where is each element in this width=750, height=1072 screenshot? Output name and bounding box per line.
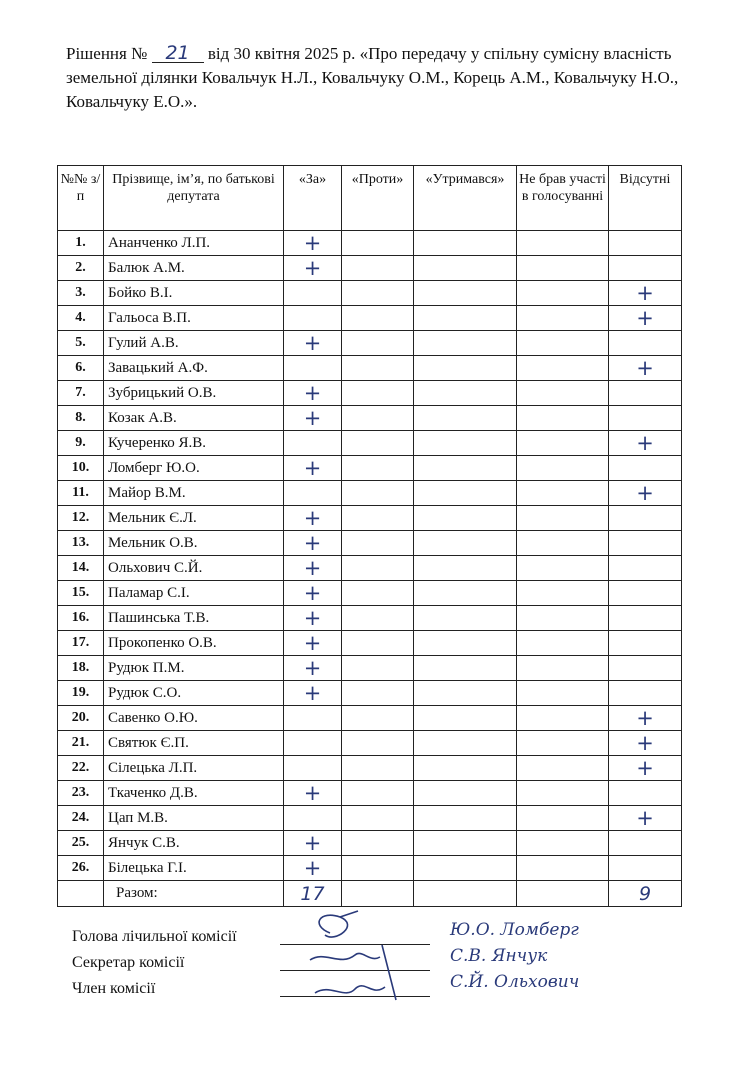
vote-absent <box>609 631 682 656</box>
table-row <box>58 556 682 581</box>
deputy-name: Майор В.М. <box>104 481 284 506</box>
vote-against <box>342 656 414 681</box>
deputy-name: Ольхович С.Й. <box>104 556 284 581</box>
vote-absent <box>609 681 682 706</box>
deputy-name: Савенко О.Ю. <box>104 706 284 731</box>
vote-abstained <box>414 506 517 531</box>
total-label: Разом: <box>104 881 284 907</box>
row-number: 19. <box>58 681 104 706</box>
decision-prefix: Рішення № <box>66 44 148 63</box>
vote-against <box>342 406 414 431</box>
table-row <box>58 656 682 681</box>
vote-against <box>342 856 414 881</box>
vote-for: + <box>284 406 342 431</box>
vote-for: + <box>284 231 342 256</box>
row-number: 2. <box>58 256 104 281</box>
total-absent: 9 <box>609 881 682 907</box>
row-number: 5. <box>58 331 104 356</box>
vote-abstained <box>414 856 517 881</box>
vote-not-voted <box>517 656 609 681</box>
vote-against <box>342 606 414 631</box>
vote-abstained <box>414 556 517 581</box>
vote-against <box>342 256 414 281</box>
vote-not-voted <box>517 331 609 356</box>
table-header-row <box>58 166 682 231</box>
table-row <box>58 806 682 831</box>
table-row <box>58 331 682 356</box>
vote-not-voted <box>517 581 609 606</box>
vote-not-voted <box>517 831 609 856</box>
vote-against <box>342 431 414 456</box>
deputy-name: Гулий А.В. <box>104 331 284 356</box>
vote-not-voted <box>517 406 609 431</box>
header-not-voted: Не брав участі в голосуванні <box>517 166 609 231</box>
total-not-voted <box>517 881 609 907</box>
deputy-name: Рудюк П.М. <box>104 656 284 681</box>
decision-number: 21 <box>152 44 204 63</box>
vote-against <box>342 456 414 481</box>
vote-abstained <box>414 256 517 281</box>
deputy-name: Цап М.В. <box>104 806 284 831</box>
vote-for <box>284 306 342 331</box>
table-row <box>58 856 682 881</box>
vote-abstained <box>414 706 517 731</box>
table-row <box>58 356 682 381</box>
vote-for <box>284 356 342 381</box>
deputy-name: Святюк Є.П. <box>104 731 284 756</box>
commission-role-secretary: Секретар комісії <box>72 954 185 971</box>
vote-not-voted <box>517 381 609 406</box>
vote-for <box>284 481 342 506</box>
vote-against <box>342 231 414 256</box>
vote-for <box>284 806 342 831</box>
deputy-name: Ананченко Л.П. <box>104 231 284 256</box>
vote-for: + <box>284 581 342 606</box>
header-number: №№ з/п <box>58 166 104 231</box>
vote-absent: + <box>609 356 682 381</box>
vote-abstained <box>414 756 517 781</box>
vote-abstained <box>414 231 517 256</box>
vote-absent <box>609 831 682 856</box>
table-row <box>58 306 682 331</box>
vote-absent: + <box>609 431 682 456</box>
vote-abstained <box>414 531 517 556</box>
table-row <box>58 756 682 781</box>
header-for: «За» <box>284 166 342 231</box>
table-row <box>58 481 682 506</box>
vote-absent: + <box>609 306 682 331</box>
header-name: Прізвище, ім’я, по батькові депутата <box>104 166 284 231</box>
table-row <box>58 706 682 731</box>
total-empty-cell <box>58 881 104 907</box>
deputy-name: Гальоса В.П. <box>104 306 284 331</box>
vote-not-voted <box>517 481 609 506</box>
row-number: 18. <box>58 656 104 681</box>
row-number: 10. <box>58 456 104 481</box>
vote-absent <box>609 581 682 606</box>
vote-not-voted <box>517 356 609 381</box>
table-row <box>58 456 682 481</box>
vote-not-voted <box>517 856 609 881</box>
row-number: 15. <box>58 581 104 606</box>
vote-for <box>284 731 342 756</box>
handwritten-signatures <box>300 905 420 1015</box>
vote-not-voted <box>517 606 609 631</box>
vote-absent: + <box>609 756 682 781</box>
row-number: 20. <box>58 706 104 731</box>
voting-table <box>57 165 682 907</box>
vote-against <box>342 756 414 781</box>
vote-abstained <box>414 406 517 431</box>
vote-absent <box>609 231 682 256</box>
vote-against <box>342 531 414 556</box>
vote-for: + <box>284 656 342 681</box>
vote-against <box>342 481 414 506</box>
vote-not-voted <box>517 531 609 556</box>
table-row <box>58 231 682 256</box>
row-number: 17. <box>58 631 104 656</box>
deputy-name: Зубрицький О.В. <box>104 381 284 406</box>
vote-for: + <box>284 631 342 656</box>
vote-for <box>284 706 342 731</box>
row-number: 25. <box>58 831 104 856</box>
table-row <box>58 431 682 456</box>
vote-for: + <box>284 831 342 856</box>
vote-for: + <box>284 381 342 406</box>
row-number: 22. <box>58 756 104 781</box>
vote-not-voted <box>517 781 609 806</box>
vote-not-voted <box>517 681 609 706</box>
decision-heading <box>66 42 716 114</box>
row-number: 24. <box>58 806 104 831</box>
row-number: 4. <box>58 306 104 331</box>
vote-not-voted <box>517 506 609 531</box>
deputy-name: Пашинська Т.В. <box>104 606 284 631</box>
vote-absent <box>609 506 682 531</box>
vote-abstained <box>414 456 517 481</box>
table-row <box>58 381 682 406</box>
vote-abstained <box>414 281 517 306</box>
vote-for <box>284 431 342 456</box>
vote-against <box>342 681 414 706</box>
vote-absent: + <box>609 481 682 506</box>
commission-role-member: Член комісії <box>72 980 156 997</box>
deputy-name: Мельник Є.Л. <box>104 506 284 531</box>
table-row <box>58 631 682 656</box>
deputy-name: Янчук С.В. <box>104 831 284 856</box>
row-number: 9. <box>58 431 104 456</box>
vote-not-voted <box>517 431 609 456</box>
vote-absent <box>609 781 682 806</box>
vote-not-voted <box>517 556 609 581</box>
vote-not-voted <box>517 281 609 306</box>
vote-against <box>342 281 414 306</box>
deputy-name: Завацький А.Ф. <box>104 356 284 381</box>
vote-abstained <box>414 356 517 381</box>
row-number: 1. <box>58 231 104 256</box>
vote-abstained <box>414 581 517 606</box>
vote-for <box>284 756 342 781</box>
vote-against <box>342 631 414 656</box>
decision-title: від 30 квітня 2025 р. «Про передачу у спільну сумісну власність земельної ділянки Ковальчук Н.Л., Ковальчуку О.М., Корець А.М., Ковальчуку Н.О., Ковальчуку Е.О.». <box>66 44 679 111</box>
table-row <box>58 731 682 756</box>
header-abstained: «Утримався» <box>414 166 517 231</box>
vote-abstained <box>414 656 517 681</box>
vote-abstained <box>414 331 517 356</box>
deputy-name: Бойко В.І. <box>104 281 284 306</box>
vote-not-voted <box>517 731 609 756</box>
vote-abstained <box>414 806 517 831</box>
vote-abstained <box>414 431 517 456</box>
signature-name-member: С.Й. Ольхович <box>450 972 580 992</box>
vote-against <box>342 381 414 406</box>
total-abstained <box>414 881 517 907</box>
vote-for: + <box>284 856 342 881</box>
vote-abstained <box>414 306 517 331</box>
vote-against <box>342 331 414 356</box>
total-against <box>342 881 414 907</box>
deputy-name: Балюк А.М. <box>104 256 284 281</box>
header-absent: Відсутні <box>609 166 682 231</box>
vote-absent: + <box>609 706 682 731</box>
vote-for: + <box>284 606 342 631</box>
header-against: «Проти» <box>342 166 414 231</box>
vote-absent <box>609 856 682 881</box>
vote-for: + <box>284 531 342 556</box>
vote-not-voted <box>517 306 609 331</box>
deputy-name: Козак А.В. <box>104 406 284 431</box>
row-number: 26. <box>58 856 104 881</box>
vote-against <box>342 781 414 806</box>
vote-against <box>342 581 414 606</box>
vote-for: + <box>284 256 342 281</box>
vote-absent <box>609 656 682 681</box>
table-row <box>58 581 682 606</box>
signature-name-secretary: С.В. Янчук <box>450 946 548 966</box>
deputy-name: Рудюк С.О. <box>104 681 284 706</box>
vote-absent: + <box>609 281 682 306</box>
vote-against <box>342 506 414 531</box>
deputy-name: Мельник О.В. <box>104 531 284 556</box>
table-row <box>58 506 682 531</box>
table-row <box>58 831 682 856</box>
vote-against <box>342 831 414 856</box>
vote-abstained <box>414 681 517 706</box>
vote-for: + <box>284 331 342 356</box>
vote-absent <box>609 531 682 556</box>
vote-absent <box>609 606 682 631</box>
vote-against <box>342 556 414 581</box>
vote-not-voted <box>517 456 609 481</box>
vote-not-voted <box>517 806 609 831</box>
vote-for: + <box>284 681 342 706</box>
vote-for: + <box>284 781 342 806</box>
vote-for: + <box>284 506 342 531</box>
vote-abstained <box>414 606 517 631</box>
total-for: 17 <box>284 881 342 907</box>
vote-absent: + <box>609 731 682 756</box>
vote-not-voted <box>517 631 609 656</box>
row-number: 7. <box>58 381 104 406</box>
row-number: 11. <box>58 481 104 506</box>
row-number: 13. <box>58 531 104 556</box>
vote-abstained <box>414 381 517 406</box>
vote-against <box>342 356 414 381</box>
table-row <box>58 781 682 806</box>
commission-role-chair: Голова лічильної комісії <box>72 928 237 945</box>
deputy-name: Ломберг Ю.О. <box>104 456 284 481</box>
total-row <box>58 881 682 907</box>
vote-not-voted <box>517 756 609 781</box>
signature-name-chair: Ю.О. Ломберг <box>450 920 579 940</box>
vote-for <box>284 281 342 306</box>
vote-abstained <box>414 781 517 806</box>
row-number: 14. <box>58 556 104 581</box>
vote-against <box>342 806 414 831</box>
vote-for: + <box>284 456 342 481</box>
row-number: 23. <box>58 781 104 806</box>
vote-absent <box>609 381 682 406</box>
deputy-name: Паламар С.І. <box>104 581 284 606</box>
vote-not-voted <box>517 231 609 256</box>
table-body <box>58 231 682 881</box>
table-row <box>58 531 682 556</box>
vote-against <box>342 706 414 731</box>
table-row <box>58 681 682 706</box>
row-number: 12. <box>58 506 104 531</box>
row-number: 16. <box>58 606 104 631</box>
vote-abstained <box>414 631 517 656</box>
vote-absent <box>609 556 682 581</box>
table-row <box>58 256 682 281</box>
vote-absent <box>609 456 682 481</box>
table-row <box>58 281 682 306</box>
vote-abstained <box>414 831 517 856</box>
deputy-name: Прокопенко О.В. <box>104 631 284 656</box>
table-row <box>58 406 682 431</box>
vote-absent: + <box>609 806 682 831</box>
row-number: 3. <box>58 281 104 306</box>
deputy-name: Ткаченко Д.В. <box>104 781 284 806</box>
vote-against <box>342 306 414 331</box>
vote-absent <box>609 331 682 356</box>
commission-block <box>72 924 237 1002</box>
row-number: 8. <box>58 406 104 431</box>
table-row <box>58 606 682 631</box>
deputy-name: Кучеренко Я.В. <box>104 431 284 456</box>
vote-abstained <box>414 481 517 506</box>
vote-against <box>342 731 414 756</box>
vote-not-voted <box>517 256 609 281</box>
deputy-name: Білецька Г.І. <box>104 856 284 881</box>
vote-abstained <box>414 731 517 756</box>
row-number: 21. <box>58 731 104 756</box>
deputy-name: Сілецька Л.П. <box>104 756 284 781</box>
vote-for: + <box>284 556 342 581</box>
vote-absent <box>609 256 682 281</box>
vote-absent <box>609 406 682 431</box>
row-number: 6. <box>58 356 104 381</box>
vote-not-voted <box>517 706 609 731</box>
